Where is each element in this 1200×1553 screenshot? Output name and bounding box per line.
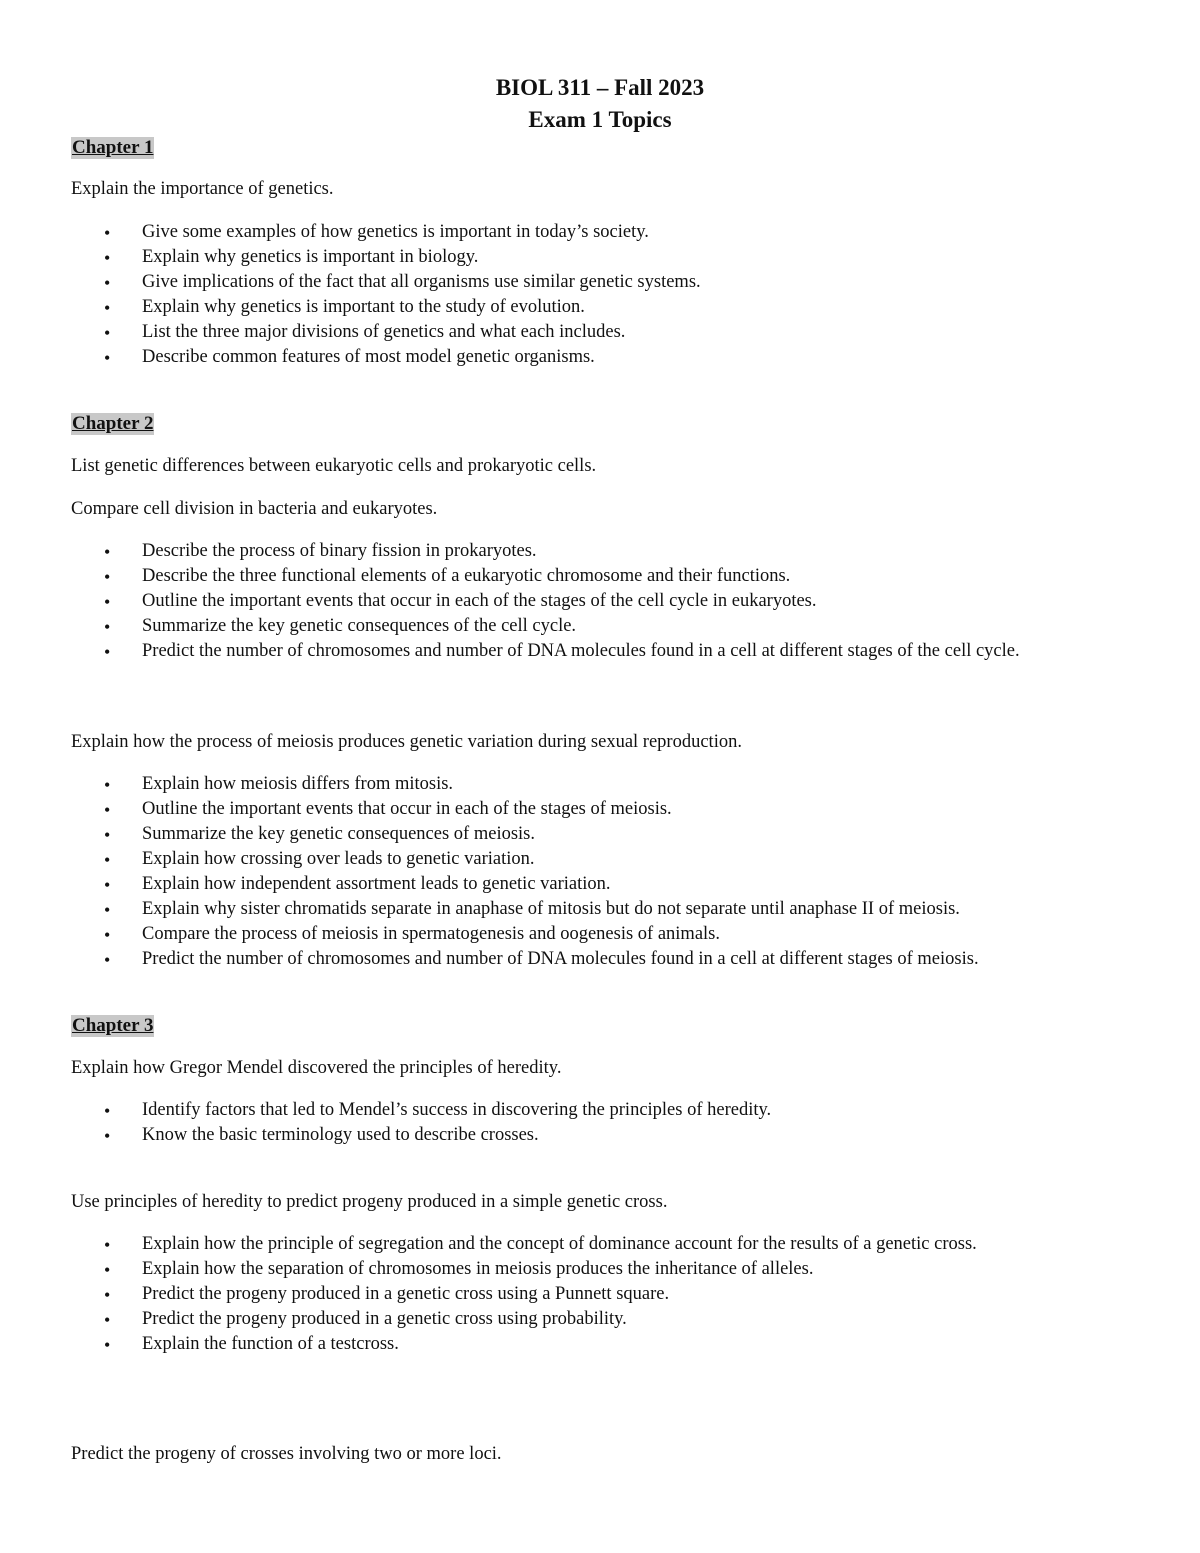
bullet-icon: • bbox=[104, 825, 111, 845]
bullet-icon: • bbox=[104, 850, 111, 870]
chapter-3-bullet-list-a bbox=[0, 1100, 1200, 1150]
chapter-2-bullet-list-a bbox=[0, 541, 1200, 691]
bullet-icon: • bbox=[104, 248, 111, 268]
chapter-2-bullet-list-b bbox=[0, 774, 1200, 974]
chapter-3-para-2: Use principles of heredity to predict progeny produced in a simple genetic cross. bbox=[71, 1192, 668, 1212]
list-item: • Explain the function of a testcross. bbox=[104, 1334, 399, 1355]
chapter-2-heading: Chapter 2 bbox=[72, 413, 154, 434]
chapter-1-intro: Explain the importance of genetics. bbox=[71, 179, 334, 199]
bullet-icon: • bbox=[104, 567, 111, 587]
list-item: • Predict the progeny produced in a genetic cross using probability. bbox=[104, 1309, 627, 1330]
document-subtitle: Exam 1 Topics bbox=[528, 107, 672, 132]
chapter-1-bullet-list bbox=[0, 222, 1200, 372]
chapter-3-bullet-list-b bbox=[0, 1234, 1200, 1359]
list-item: • Explain how the separation of chromosomes in meiosis produces the inheritance of alleles. bbox=[104, 1259, 814, 1280]
bullet-icon: • bbox=[104, 298, 111, 318]
bullet-icon: • bbox=[104, 617, 111, 637]
list-item: • Summarize the key genetic consequences of meiosis. bbox=[104, 824, 535, 845]
list-item: • Outline the important events that occur in each of the stages of meiosis. bbox=[104, 799, 672, 820]
bullet-icon: • bbox=[104, 1101, 111, 1121]
list-item: • Describe the process of binary fission in prokaryotes. bbox=[104, 541, 537, 562]
list-item: • Compare the process of meiosis in spermatogenesis and oogenesis of animals. bbox=[104, 924, 720, 945]
list-item: • Know the basic terminology used to describe crosses. bbox=[104, 1125, 539, 1146]
bullet-icon: • bbox=[104, 800, 111, 820]
list-item: • Give some examples of how genetics is important in today’s society. bbox=[104, 222, 649, 243]
list-item: • Give implications of the fact that all organisms use similar genetic systems. bbox=[104, 272, 701, 293]
list-item: • Explain why genetics is important in biology. bbox=[104, 247, 479, 268]
bullet-icon: • bbox=[104, 1335, 111, 1355]
bullet-icon: • bbox=[104, 875, 111, 895]
list-item: • Describe common features of most model genetic organisms. bbox=[104, 347, 595, 368]
list-item: • Describe the three functional elements of a eukaryotic chromosome and their functions. bbox=[104, 566, 791, 587]
document-title: BIOL 311 – Fall 2023 bbox=[495, 75, 705, 100]
list-item: • Explain why sister chromatids separate in anaphase of mitosis but do not separate until anaphase II of meiosis. bbox=[104, 899, 960, 920]
chapter-2-para-2: Compare cell division in bacteria and eukaryotes. bbox=[71, 499, 438, 519]
bullet-icon: • bbox=[104, 1285, 111, 1305]
list-item: • Predict the progeny produced in a genetic cross using a Punnett square. bbox=[104, 1284, 670, 1305]
bullet-icon: • bbox=[104, 542, 111, 562]
bullet-icon: • bbox=[104, 775, 111, 795]
bullet-icon: • bbox=[104, 273, 111, 293]
bullet-icon: • bbox=[104, 900, 111, 920]
bullet-icon: • bbox=[104, 642, 111, 662]
bullet-icon: • bbox=[104, 348, 111, 368]
bullet-icon: • bbox=[104, 323, 111, 343]
list-item: • Predict the number of chromosomes and number of DNA molecules found in a cell at different stages of the cell cycle. bbox=[104, 641, 1020, 662]
bullet-icon: • bbox=[104, 925, 111, 945]
list-item: • Explain how independent assortment leads to genetic variation. bbox=[104, 874, 611, 895]
bullet-icon: • bbox=[104, 1235, 111, 1255]
list-item: • Explain how the principle of segregation and the concept of dominance account for the results of a genetic cross. bbox=[104, 1234, 977, 1255]
bullet-icon: • bbox=[104, 592, 111, 612]
list-item: • Explain how meiosis differs from mitosis. bbox=[104, 774, 454, 795]
list-item: • Explain why genetics is important to the study of evolution. bbox=[104, 297, 585, 318]
list-item: • Explain how crossing over leads to genetic variation. bbox=[104, 849, 535, 870]
chapter-3-heading: Chapter 3 bbox=[72, 1015, 154, 1036]
chapter-1-heading: Chapter 1 bbox=[72, 137, 154, 158]
bullet-icon: • bbox=[104, 950, 111, 970]
chapter-3-para-1: Explain how Gregor Mendel discovered the principles of heredity. bbox=[71, 1058, 562, 1078]
list-item: • List the three major divisions of genetics and what each includes. bbox=[104, 322, 626, 343]
bullet-icon: • bbox=[104, 223, 111, 243]
list-item: • Summarize the key genetic consequences of the cell cycle. bbox=[104, 616, 577, 637]
list-item: • Predict the number of chromosomes and number of DNA molecules found in a cell at different stages of meiosis. bbox=[104, 949, 979, 970]
bullet-icon: • bbox=[104, 1126, 111, 1146]
bullet-icon: • bbox=[104, 1260, 111, 1280]
bullet-icon: • bbox=[104, 1310, 111, 1330]
list-item: • Identify factors that led to Mendel’s success in discovering the principles of heredity. bbox=[104, 1100, 772, 1121]
list-item: • Outline the important events that occur in each of the stages of the cell cycle in eukaryotes. bbox=[104, 591, 817, 612]
chapter-3-para-3: Predict the progeny of crosses involving two or more loci. bbox=[71, 1444, 502, 1464]
chapter-2-para-3: Explain how the process of meiosis produces genetic variation during sexual reproduction. bbox=[71, 732, 742, 752]
chapter-2-para-1: List genetic differences between eukaryotic cells and prokaryotic cells. bbox=[71, 456, 597, 476]
